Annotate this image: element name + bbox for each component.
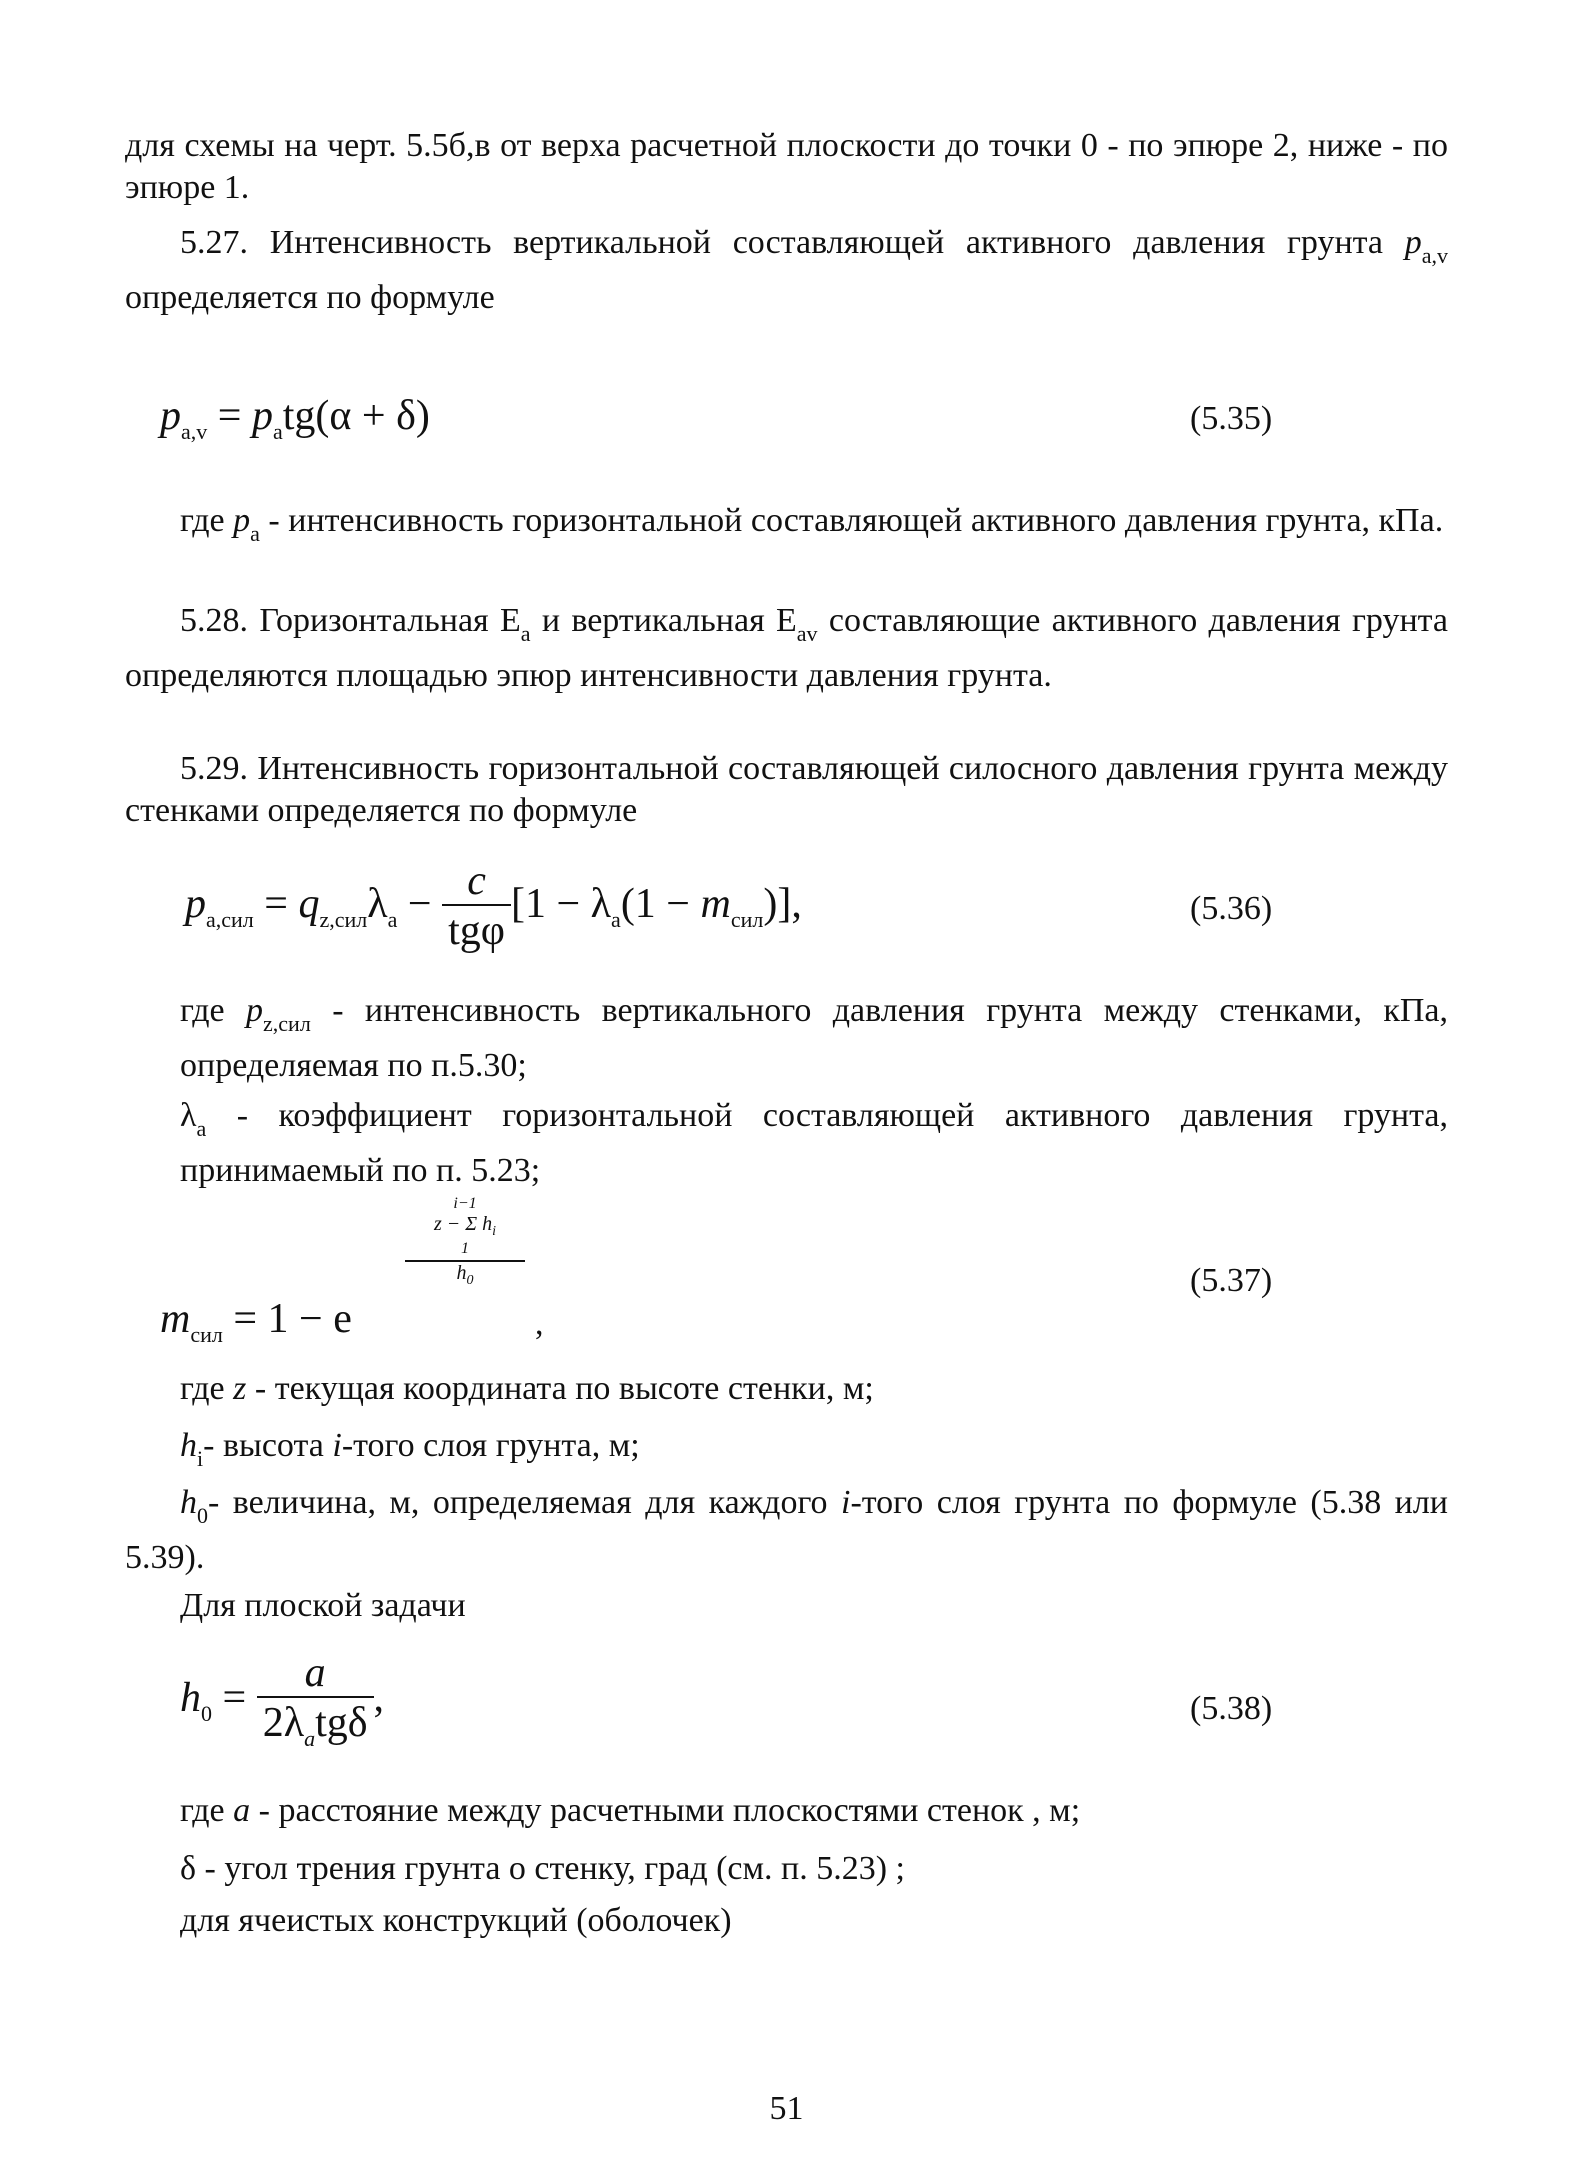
symbol: a (233, 1792, 251, 1829)
text: где (180, 992, 247, 1029)
text: - коэффициент горизонтальной составляющей активного давления грунта, принимаемый по п. 5.23; (180, 1097, 1448, 1189)
text: - интенсивность вертикального давления грунта между стенками, кПа, определяемая по п.5.30; (180, 992, 1448, 1084)
subscript: a (250, 521, 260, 546)
paragraph-lambda (180, 1095, 1448, 1192)
text: 5.29. Интенсивность горизонтальной составляющей силосного давления грунта между стенками определяется по формуле (125, 750, 1448, 829)
paragraph-where-a (180, 1790, 1448, 1832)
text: составляющие активного давления грунта определяются площадью эпюр интенсивности давления грунта. (125, 602, 1449, 694)
paragraph-cellular (180, 1900, 1448, 1942)
page-number: 51 (769, 2090, 804, 2127)
text: δ - угол трения грунта о стенку, град (см. п. 5.23) ; (180, 1850, 906, 1887)
text: - текущая координата по высоте стенки, м; (246, 1370, 874, 1407)
text: где (180, 1370, 234, 1407)
equation-number-5-38: (5.38) (1190, 1690, 1273, 1727)
paragraph-5-28 (125, 600, 1448, 697)
text: - интенсивность горизонтальной составляющей активного давления грунта, кПа. (259, 502, 1444, 539)
equation-5-36: $p_{a,сил} = q_{z,сил}\lambda_a$ − $\frac{c}{\text{tgφ}}$ $[1 - \lambda_a(1 - m_{сил})]$, (185, 858, 802, 955)
text: 5.28. Горизонтальная E (180, 602, 521, 639)
paragraph-plane-task (180, 1585, 1448, 1627)
symbol: z (233, 1370, 247, 1407)
symbol: λ (180, 1097, 197, 1134)
paragraph-delta (180, 1848, 1448, 1890)
subscript: a (520, 621, 531, 646)
symbol: h (180, 1427, 197, 1464)
symbol: i (332, 1427, 342, 1464)
text: 5.27. Интенсивность вертикальной составляющей активного давления грунта (180, 224, 1405, 261)
paragraph-intro-text: для схемы на черт. 5.5б,в от верха расчетной плоскости до точки 0 - по эпюре 2, ниже - по эпюре 1. (125, 127, 1448, 206)
symbol: i (841, 1484, 851, 1521)
subscript: a,v (1421, 243, 1448, 268)
symbol: p (1404, 224, 1422, 261)
equation-number-5-36: (5.36) (1190, 890, 1273, 927)
paragraph-where-z (180, 1368, 1448, 1410)
subscript: z,сил (263, 1011, 311, 1036)
equation-number-5-35: (5.35) (1190, 400, 1273, 437)
subscript: av (796, 621, 818, 646)
paragraph-hi (180, 1425, 1448, 1480)
subscript: i (197, 1446, 204, 1471)
equation-5-35: $p_{a,v} = p_atg(\alpha + \delta)$ (160, 393, 430, 444)
symbol: p (233, 502, 251, 539)
text: где (180, 502, 234, 539)
symbol: h (180, 1484, 197, 1521)
paragraph-where-pz (180, 990, 1448, 1087)
text: -того слоя грунта, м; (341, 1427, 640, 1464)
text: и вертикальная E (530, 602, 797, 639)
paragraph-5-27 (125, 222, 1448, 319)
subscript: a (196, 1116, 207, 1141)
text: - высота (203, 1427, 333, 1464)
text: Для плоской задачи (180, 1587, 466, 1624)
text: - величина, м, определяемая для каждого (208, 1484, 841, 1521)
subscript: 0 (197, 1503, 208, 1528)
paragraph-intro (125, 125, 1448, 209)
equation-number-5-37: (5.37) (1190, 1262, 1273, 1299)
text: где (180, 1792, 234, 1829)
text: -того слоя грунта по формуле (5.38 или 5.39). (125, 1484, 1449, 1576)
paragraph-h0 (125, 1482, 1448, 1579)
paragraph-5-29 (125, 748, 1448, 832)
text: - расстояние между расчетными плоскостями стенок , м; (250, 1792, 1081, 1829)
paragraph-where-pa (180, 500, 1448, 555)
symbol: p (246, 992, 264, 1029)
text: для ячеистых конструкций (оболочек) (180, 1902, 732, 1939)
equation-5-38: $h_0$ = $\frac{a}{2\lambda_atg\delta}$ , (180, 1650, 385, 1752)
text: определяется по формуле (125, 279, 495, 316)
